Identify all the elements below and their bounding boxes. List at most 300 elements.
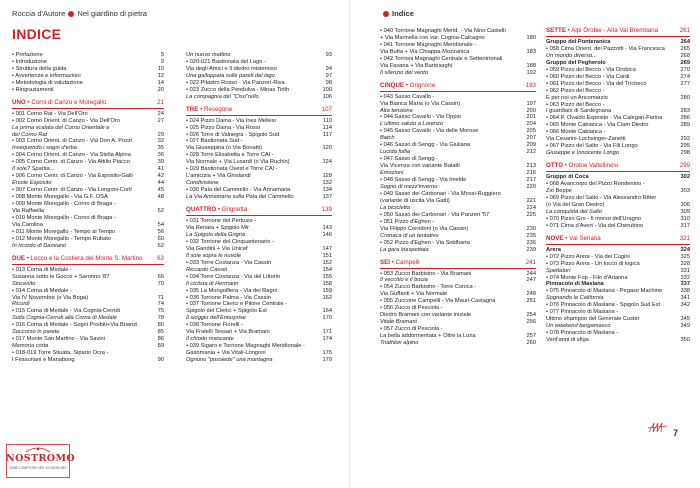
entry-title: Via Cesarini-Luchsinger-Zanetti [546,136,626,143]
toc-entry[interactable] [546,143,690,150]
toc-entry[interactable] [380,198,536,205]
right-page [350,0,700,488]
entry-title: • 001 Corno Rat - Via Dell'Oro [12,110,88,117]
story-entry[interactable] [380,170,536,177]
story-entry[interactable] [380,233,536,240]
story-entry[interactable] [186,52,332,59]
toc-entry[interactable] [12,152,164,159]
toc-entry[interactable] [186,225,332,232]
toc-entry[interactable] [186,173,332,180]
entry-title: • 072 Pizzo Arera - Via dei Cugini [546,253,630,260]
section-rule [546,36,690,37]
toc-entry[interactable] [12,267,164,274]
toc-entry[interactable] [380,142,536,149]
entry-title: Via Giuseppina (o Via Bonatti) [186,145,262,152]
toc-entry[interactable] [546,188,690,195]
entry-title: • 059 Pizzo del Becco - Via Orobica [546,66,636,73]
entry-title: • 054 Zucco Barbisino - Torre Conica - [380,284,477,291]
toc-entry[interactable] [12,215,164,222]
entry-page: 14 [157,79,164,86]
toc-entry[interactable] [186,322,332,329]
section-number: DUE [12,254,26,262]
entry-page: 224 [526,204,536,211]
entry-page: 247 [526,277,536,284]
story-entry[interactable] [186,232,332,239]
toc-entry[interactable] [186,343,332,350]
section-heading[interactable] [546,236,690,243]
section-heading[interactable] [12,256,164,263]
story-entry[interactable] [546,295,690,302]
story-entry[interactable] [186,94,332,101]
entry-title: • 031 Torrione del Pertusio - [186,218,257,225]
story-entry[interactable] [186,194,332,201]
section-number: NOVE [546,234,564,242]
story-entry[interactable] [546,323,690,330]
entry-page: 257 [526,333,536,340]
toc-entry[interactable] [546,88,690,95]
toc-entry[interactable] [380,35,536,42]
story-entry[interactable] [12,329,164,336]
story-entry[interactable] [12,125,164,132]
toc-entry[interactable] [12,111,164,118]
entry-page: 146 [322,231,332,238]
entry-title: • 077 Pinnacolo di Maslana - [546,309,619,316]
entry-title: Emozioni [380,170,404,177]
toc-entry[interactable] [12,322,164,329]
toc-entry[interactable] [12,118,164,125]
toc-entry[interactable] [546,115,690,122]
toc-entry[interactable] [12,295,164,302]
toc-entry[interactable] [186,350,332,357]
toc-entry[interactable] [380,101,536,108]
entry-title: • 053 Zucco Barbisino - Via Bramani [380,270,472,277]
entry-page: 331 [680,267,690,274]
story-entry[interactable] [380,108,536,115]
entry-page: 286 [680,115,690,122]
entry-page: 94 [325,65,332,72]
entry-page: 338 [680,288,690,295]
entry-page: 154 [322,266,332,273]
story-entry[interactable] [380,205,536,212]
entry-page: 292 [680,136,690,143]
entry-title: • 027 Bastionata Sud - [186,138,243,145]
entry-title: • 060 Pizzo del Becco - Via Cardi [546,73,630,80]
entry-title: • 061 Pizzo del Becco - Via del Tricheco [546,80,647,87]
toc-entry[interactable] [12,159,164,166]
entry-page: 93 [325,52,332,58]
entry-title: Alta tensione [380,107,413,114]
story-entry[interactable] [12,281,164,288]
entry-page: 60 [157,235,164,242]
toc-entry[interactable] [186,260,332,267]
toc-entry[interactable] [380,219,536,226]
entry-title: • Avvertenze e informazioni [12,72,81,79]
entry-title: • 026 Torre di Valnegra - Spigolo Sud [186,131,280,138]
entry-page: 295 [680,143,690,150]
toc-entry[interactable] [546,74,690,81]
entry-page: 62 [157,242,164,249]
entry-title: • 075 Pinnacolo di Maslana - Pegaso Machine [546,288,663,295]
toc-entry[interactable] [546,223,690,230]
section-heading[interactable] [186,107,332,114]
group-heading[interactable] [546,39,690,46]
toc-entry[interactable] [546,216,690,223]
entry-page: 200 [526,107,536,114]
toc-entry[interactable] [12,201,164,208]
toc-entry[interactable] [12,194,164,201]
entry-title: Zio Beppe [546,188,572,195]
entry-page: 345 [680,316,690,323]
entry-title: La Spigolo della Grigna [186,231,246,238]
story-entry[interactable] [12,132,164,139]
toc-entry[interactable] [546,136,690,143]
toc-entry[interactable] [186,239,332,246]
story-entry[interactable] [12,180,164,187]
toc-entry[interactable] [380,312,536,319]
toc-entry[interactable] [380,156,536,163]
toc-entry[interactable] [12,73,164,80]
entry-title: Lucida follia [380,149,411,156]
group-heading[interactable] [546,60,690,67]
entry-title: L'ultimo saluto a Lorenzo [380,121,444,128]
toc-entry[interactable] [380,271,536,278]
toc-entry[interactable] [12,236,164,243]
section-page: 193 [525,81,536,89]
entry-title: • 006 Corno Centr. di Canzo - Via Esposito-Galli [12,173,133,180]
logo-wordmark: NOSTROMO [6,453,76,464]
entry-page: 324 [680,246,690,253]
toc-entry[interactable] [546,108,690,115]
toc-entry[interactable] [12,138,164,145]
toc-entry[interactable] [380,291,536,298]
toc-entry[interactable] [12,87,164,94]
entry-title: • 032 Torrione del Cinquantenario - [186,238,274,245]
toc-entry[interactable] [546,95,690,102]
entry-title: La bicicletta [380,204,411,211]
entry-title: • Introduzione [12,58,47,65]
entry-page: 100 [322,86,332,93]
story-entry[interactable] [186,267,332,274]
toc-entry[interactable] [12,274,164,281]
story-entry[interactable] [380,70,536,77]
entry-page: 248 [526,291,536,298]
toc-entry[interactable] [186,159,332,166]
entry-page: 201 [526,114,536,121]
story-entry[interactable] [12,315,164,322]
section-page: 261 [679,27,690,34]
entry-title: • 063 Pizzo del Becco - [546,101,605,108]
story-entry[interactable] [380,319,536,326]
toc-entry[interactable] [546,316,690,323]
section-number: QUATTRO [186,206,217,214]
toc-entry[interactable] [380,56,536,63]
toc-entry[interactable] [186,218,332,225]
story-entry[interactable] [186,336,332,343]
toc-entry[interactable] [546,337,690,344]
toc-entry[interactable] [546,81,690,88]
entry-title: • 074 Monte Fop - Filo d'Arianna [546,274,628,281]
entry-title: Gruppo di Coca [546,174,589,181]
entry-title: Il sole sopra le nuvole [186,252,242,259]
story-entry[interactable] [12,166,164,173]
section-rule [380,268,536,269]
toc-entry[interactable] [186,66,332,73]
entry-title: Il ciclista di Hermann [186,280,239,287]
toc-entry[interactable] [186,80,332,87]
toc-entry[interactable] [12,308,164,315]
entry-page: 298 [680,150,690,157]
toc-entry[interactable] [186,152,332,159]
entry-page: 39 [157,159,164,166]
toc-column-4 [546,28,690,344]
toc-entry[interactable] [186,301,332,308]
section-heading[interactable] [546,28,690,35]
section-heading[interactable] [546,163,690,170]
toc-entry[interactable] [546,254,690,261]
toc-entry[interactable] [12,66,164,73]
toc-entry[interactable] [186,145,332,152]
section-name: • Corni di Canzo e Moregallo [25,98,107,106]
entry-title: • 042 Torrioni Magnaghi Centrale e Settentrionali [380,55,503,62]
story-entry[interactable] [380,340,536,347]
entry-page: 270 [680,66,690,73]
toc-entry[interactable] [380,128,536,135]
toc-entry[interactable] [12,59,164,66]
toc-entry[interactable] [186,125,332,132]
entry-title: Insequendo i sogni d'erba [12,145,77,152]
entry-title: Susanna sotto le Gocce + Saronno '87 [12,273,110,280]
entry-page: 209 [526,142,536,149]
entry-page: 164 [322,308,332,315]
toc-entry[interactable] [12,229,164,236]
toc-entry[interactable] [186,329,332,336]
entry-page: 159 [322,287,332,294]
story-entry[interactable] [380,121,536,128]
toc-entry[interactable] [12,208,164,215]
entry-page: 158 [322,280,332,287]
toc-entry[interactable] [380,240,536,247]
story-entry[interactable] [546,53,690,60]
toc-entry[interactable] [12,336,164,343]
toc-entry[interactable] [12,173,164,180]
entry-page: 80 [157,322,164,329]
story-entry[interactable] [546,209,690,216]
entry-title: Via Fratelli Tessari + Via Bramani [186,329,270,336]
entry-title: Gruppo del Ponteranica [546,38,611,45]
entry-title: • 023 Zucco della Pendulva - Minas Tirith [186,86,290,93]
entry-title: • 030 Pala del Cammello - Via Annamaria [186,187,291,194]
entry-page: 277 [680,80,690,87]
story-entry[interactable] [186,253,332,260]
entry-title: • 018-019 Torre Stiuata, Sipario Ocra - [12,350,109,357]
story-entry[interactable] [380,277,536,284]
story-entry[interactable] [12,243,164,250]
entry-page: 85 [157,329,164,336]
toc-entry[interactable] [380,284,536,291]
story-entry[interactable] [186,315,332,322]
story-entry[interactable] [380,149,536,156]
toc-entry[interactable] [12,187,164,194]
entry-title: Arera [546,246,561,253]
story-entry[interactable] [380,135,536,142]
toc-entry[interactable] [12,288,164,295]
section-heading[interactable] [12,100,164,107]
entry-title: I guardiani di Sardegnana [546,108,612,115]
entry-page: 328 [680,260,690,267]
toc-entry[interactable] [380,49,536,56]
index-title: INDICE [12,26,62,42]
toc-entry[interactable] [546,309,690,316]
entry-page: 265 [680,45,690,52]
entry-title: La compagnia del "Ciso"rello [186,93,259,100]
entry-page: 12 [157,72,164,79]
section-name: • Lecco e la Costiera del Monte S. Martino [25,254,143,262]
toc-entry[interactable] [12,222,164,229]
entry-title: • 065 Monte Cabianca - Via Ciam Diedro [546,122,649,129]
section-heading[interactable] [380,260,536,267]
toc-entry[interactable] [186,118,332,125]
toc-entry[interactable] [12,80,164,87]
entry-page: 274 [680,73,690,80]
entry-title: • 062 Pizzo del Becco - [546,87,605,94]
section-heading[interactable] [380,83,536,90]
toc-entry[interactable] [380,63,536,70]
entry-page: 75 [157,308,164,315]
toc-entry[interactable] [546,202,690,209]
group-heading[interactable] [546,174,690,181]
entry-title: • 055 Zuccone Campelli - Via Mauri-Castagna [380,298,496,305]
entry-title: • 040 Torrione Magnaghi Merid. - Via Nino Castelli [380,28,506,34]
toc-entry[interactable] [186,274,332,281]
toc-entry[interactable] [546,46,690,53]
section-page: 107 [321,105,332,113]
entry-title: • 070 Pizzo Gro - Il morso dell'Uragno [546,215,642,222]
entry-page: 66 [157,273,164,280]
group-heading[interactable] [546,247,690,254]
toc-entry[interactable] [186,87,332,94]
entry-title: Gruppo del Pegherolo [546,59,606,66]
story-entry[interactable] [186,73,332,80]
toc-entry[interactable] [380,94,536,101]
entry-title: • 039 Sigaro e Torrione Magnaghi Meridionale - [186,343,305,350]
entry-title: Cronaca di un tentativo [380,232,439,239]
toc-entry[interactable] [380,28,536,35]
toc-entry[interactable] [546,195,690,202]
entry-page: 230 [526,225,536,232]
entry-title: Via Raffaella [12,208,45,215]
toc-entry[interactable] [546,288,690,295]
entry-title: Vent'anni di sfiga [546,337,589,344]
group-heading[interactable] [546,281,690,288]
toc-entry[interactable] [186,295,332,302]
section-name: • Campelli [389,258,420,266]
toc-entry[interactable] [380,191,536,198]
section-page: 21 [157,98,164,106]
toc-entry[interactable] [380,298,536,305]
story-entry[interactable] [380,184,536,191]
toc-entry[interactable] [186,166,332,173]
entry-title: • 014 Corna di Medale - [12,287,72,294]
entry-title: • 068 Avancorpo del Pizzo Rondenino - [546,181,645,188]
toc-entry[interactable] [12,52,164,59]
story-entry[interactable] [12,145,164,152]
toc-entry[interactable] [546,330,690,337]
entry-title: Via Renata + Spigolo Mir [186,224,249,231]
toc-entry[interactable] [546,129,690,136]
story-entry[interactable] [186,357,332,364]
toc-entry[interactable] [546,102,690,109]
entry-title: • 045 Sasso Cavallo - Via delle Morose [380,128,479,135]
section-heading[interactable] [186,207,332,214]
entry-title: La prima scalata del Corno Orientale e [12,124,110,131]
toc-entry[interactable] [380,333,536,340]
toc-entry[interactable] [186,187,332,194]
story-entry[interactable] [380,247,536,254]
toc-entry[interactable] [380,42,536,49]
entry-page: 97 [325,72,332,79]
toc-entry[interactable] [380,226,536,233]
entry-title: La conquista del Salto [546,208,602,215]
entry-page: 86 [157,336,164,343]
toc-entry[interactable] [546,261,690,268]
entry-page: 171 [322,329,332,336]
toc-entry[interactable] [186,59,332,66]
entry-title: • 011 Monte Moregallo - Tempo al Tempo [12,228,116,235]
section-name: • Val Seriana [563,234,601,242]
entry-page: 114 [322,124,332,131]
story-entry[interactable] [546,268,690,275]
toc-entry[interactable] [546,275,690,282]
toc-entry[interactable] [546,181,690,188]
toc-entry[interactable] [186,132,332,139]
story-entry[interactable] [186,180,332,187]
entry-page: 239 [526,246,536,253]
toc-entry[interactable] [380,305,536,312]
toc-entry[interactable] [380,163,536,170]
entry-title: • 029 Bastionata Ovest e Torre CAI - [186,166,278,173]
entry-title: • 009 Monte Moregallo - Corno di Braga - [12,201,116,208]
entry-title: • 056 Zucco di Pesciola - [380,305,443,312]
entry-title: Un mondo diverso... [546,52,597,59]
toc-entry[interactable] [546,67,690,74]
header-bullet-dot [383,11,389,17]
entry-title: Ultimo shampoo del Generale Custer [546,316,640,323]
toc-entry[interactable] [546,302,690,309]
toc-entry[interactable] [12,350,164,357]
entry-page: 44 [157,180,164,187]
entry-page: 110 [322,117,332,124]
toc-entry[interactable] [186,246,332,253]
entry-page: 306 [680,201,690,208]
toc-entry[interactable] [380,212,536,219]
toc-entry[interactable] [186,288,332,295]
entry-title: (o Via del Gran Diedro) [546,201,605,208]
entry-page: 264 [680,38,690,45]
toc-entry[interactable] [12,357,164,364]
entry-title: • 064 P. Ovaldo Esposito - Via Calegari-Farina [546,115,663,122]
toc-entry[interactable] [186,138,332,145]
story-entry[interactable] [12,343,164,350]
toc-entry[interactable] [186,308,332,315]
story-entry[interactable] [12,301,164,308]
toc-entry[interactable] [380,114,536,121]
entry-page: 106 [322,93,332,100]
toc-entry[interactable] [546,122,690,129]
story-entry[interactable] [546,150,690,157]
story-entry[interactable] [186,281,332,288]
toc-entry[interactable] [380,326,536,333]
toc-entry[interactable] [380,177,536,184]
